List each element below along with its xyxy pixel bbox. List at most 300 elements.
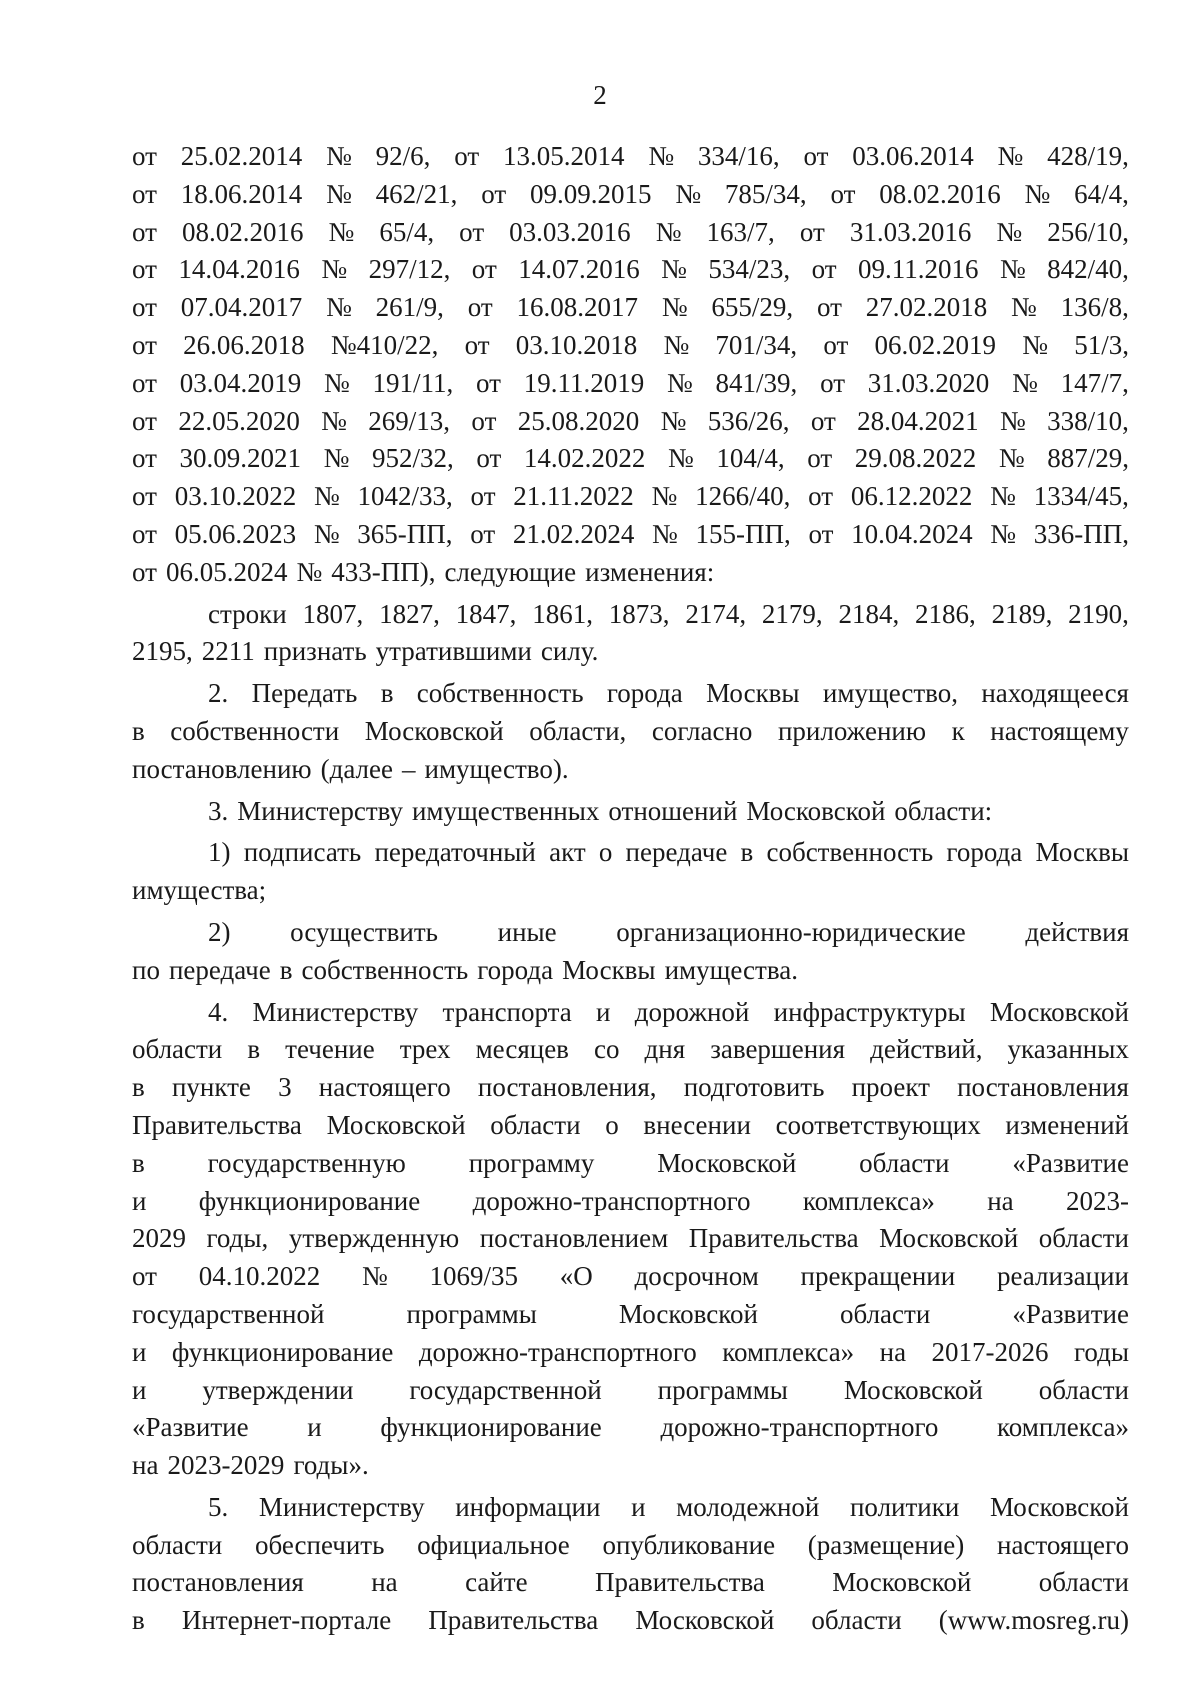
word: постановления, xyxy=(477,1072,657,1103)
word: имущества. xyxy=(664,954,798,985)
word: 2189, xyxy=(991,598,1053,629)
word: № xyxy=(651,481,678,512)
word: программы xyxy=(657,1374,788,1405)
word: от xyxy=(467,292,493,323)
word: 2) xyxy=(208,916,231,947)
text-line xyxy=(132,1447,1129,1485)
word: функционирование xyxy=(171,1336,394,1367)
word: о xyxy=(605,1109,619,1140)
word: на xyxy=(371,1567,398,1598)
word: Московской xyxy=(989,996,1129,1027)
word: реализации xyxy=(996,1261,1129,1292)
word: собственность xyxy=(301,954,469,985)
word: № xyxy=(663,329,690,360)
word: годы, xyxy=(206,1223,269,1254)
word: 1266/40, xyxy=(695,481,791,512)
word: Московской xyxy=(657,1147,797,1178)
word: политики xyxy=(849,1491,960,1522)
word: государственной xyxy=(409,1374,602,1405)
word: настоящего xyxy=(997,1529,1129,1560)
word: 14.04.2016 xyxy=(178,254,300,285)
word: 21.11.2022 xyxy=(513,481,634,512)
word: 65/4, xyxy=(379,216,435,247)
word: от xyxy=(132,329,157,360)
word: осуществить xyxy=(290,916,438,947)
word: утратившими xyxy=(375,636,532,667)
word: 655/29, xyxy=(711,292,794,323)
word: от xyxy=(803,141,829,171)
word: 2. xyxy=(208,678,229,709)
word: 04.10.2022 xyxy=(198,1261,321,1292)
word: области: xyxy=(894,795,993,826)
word: «Развитие xyxy=(1012,1147,1129,1178)
word: № xyxy=(328,216,355,247)
word: 25.02.2014 xyxy=(180,141,303,171)
word: комплекса» xyxy=(997,1412,1129,1443)
text-line xyxy=(132,1489,1129,1527)
word: строки xyxy=(208,598,287,629)
word: от xyxy=(811,254,837,285)
word: Правительства xyxy=(594,1567,765,1598)
word: города xyxy=(477,954,554,985)
word: комплекса» xyxy=(802,1185,935,1216)
word: 365-ПП, xyxy=(357,518,453,549)
word: 2023- xyxy=(1065,1185,1129,1216)
word: постановлению xyxy=(132,753,312,784)
word: находящееся xyxy=(981,678,1129,709)
word: от xyxy=(132,556,157,587)
word: 03.06.2014 xyxy=(852,141,974,171)
word: в xyxy=(279,954,293,985)
word: передаточный xyxy=(374,837,536,868)
word: №410/22, xyxy=(330,329,439,360)
text-line xyxy=(132,251,1129,289)
word: Московской xyxy=(879,1223,1019,1254)
word: 22.05.2020 xyxy=(178,405,300,436)
word: Московской xyxy=(746,795,886,826)
word: области xyxy=(840,1298,931,1329)
word: «Развитие xyxy=(1012,1298,1129,1329)
word: № xyxy=(313,518,340,549)
word: 03.10.2018 xyxy=(515,329,638,360)
word: пункте xyxy=(171,1072,251,1103)
word: 261/9, xyxy=(375,292,444,323)
word: от xyxy=(820,367,846,398)
word: от xyxy=(807,443,833,474)
word: приложению xyxy=(777,715,927,746)
word: 16.08.2017 xyxy=(516,292,638,323)
word: постановления xyxy=(132,1567,304,1598)
word: 03.03.2016 xyxy=(509,216,631,247)
word: дорожно-транспортного xyxy=(418,1336,697,1367)
text-line xyxy=(132,516,1129,554)
word: 26.06.2018 xyxy=(183,329,305,360)
word: дорожно-транспортного xyxy=(660,1412,939,1443)
word: передаче xyxy=(168,954,271,985)
word: от xyxy=(454,141,480,171)
word: программу xyxy=(468,1147,595,1178)
word: 21.02.2024 xyxy=(512,518,635,549)
word: от xyxy=(481,178,507,209)
word: Москвы xyxy=(562,954,656,985)
page-number: 2 xyxy=(593,80,607,110)
word: 4. xyxy=(208,996,229,1027)
word: № xyxy=(667,367,693,398)
word: годы xyxy=(1073,1336,1129,1367)
word: области xyxy=(811,1605,902,1636)
word: – xyxy=(402,753,416,784)
word: соответствующих xyxy=(775,1109,981,1140)
word: собственность xyxy=(766,837,934,868)
word: от xyxy=(810,405,836,436)
text-line xyxy=(132,1031,1129,1069)
word: 1827, xyxy=(379,598,440,629)
word: Правительства xyxy=(688,1223,859,1254)
word: дня xyxy=(644,1034,686,1065)
word: 1069/35 xyxy=(429,1261,518,1292)
word: от xyxy=(799,216,825,247)
word: № xyxy=(321,405,347,436)
word: от xyxy=(132,141,157,171)
word: 1807, xyxy=(302,598,364,629)
word: имущественных xyxy=(411,795,600,826)
word: 3 xyxy=(278,1072,292,1103)
word: от xyxy=(808,518,834,549)
word: обеспечить xyxy=(254,1529,385,1560)
word: в xyxy=(132,1147,145,1178)
word: 336-ПП, xyxy=(1033,518,1129,549)
word: Московской xyxy=(843,1374,983,1405)
word: в xyxy=(132,715,145,746)
word: от xyxy=(471,405,497,436)
word: 3. xyxy=(208,795,229,826)
word: № xyxy=(1012,367,1038,398)
word: транспорта xyxy=(442,996,572,1027)
word: проект xyxy=(851,1072,930,1103)
word: 269/13, xyxy=(368,405,451,436)
word: № xyxy=(1022,329,1048,360)
text-line xyxy=(132,554,1129,592)
word: акт xyxy=(549,837,586,868)
word: 27.02.2018 xyxy=(865,292,988,323)
text-line xyxy=(132,1602,1129,1640)
word: государственную xyxy=(207,1147,406,1178)
word: дорожной xyxy=(634,996,750,1027)
word: от xyxy=(132,481,157,512)
word: на xyxy=(879,1336,907,1367)
word: «Развитие xyxy=(132,1412,249,1443)
word: 887/29, xyxy=(1047,443,1129,474)
text-line xyxy=(132,1334,1129,1372)
word: функционирование xyxy=(380,1412,602,1443)
word: № xyxy=(321,254,348,285)
word: (www.mosreg.ru) xyxy=(938,1605,1129,1636)
word: области xyxy=(1038,1567,1129,1598)
word: № xyxy=(990,518,1017,549)
word: «О xyxy=(559,1261,593,1292)
word: города xyxy=(606,678,683,709)
word: месяцев xyxy=(475,1034,569,1065)
word: досрочном xyxy=(634,1261,759,1292)
word: государственной xyxy=(132,1298,325,1329)
word: подписать xyxy=(243,837,362,868)
word: силу. xyxy=(540,636,599,667)
text-line xyxy=(132,365,1129,403)
word: № xyxy=(323,443,350,474)
word: 14.02.2022 xyxy=(523,443,646,474)
word: от xyxy=(808,481,834,512)
word: 2029 xyxy=(132,1223,186,1254)
word: Москвы xyxy=(706,678,800,709)
word: (размещение) xyxy=(807,1529,965,1560)
word: комплекса» xyxy=(722,1336,855,1367)
word: 03.10.2022 xyxy=(174,481,297,512)
text-line xyxy=(132,914,1129,952)
word: Москвы xyxy=(1035,837,1129,868)
text-line xyxy=(132,1107,1129,1145)
word: города xyxy=(946,837,1023,868)
word: 1847, xyxy=(455,598,517,629)
word: 1873, xyxy=(608,598,670,629)
word: иные xyxy=(497,916,557,947)
word: 18.06.2014 xyxy=(180,178,303,209)
word: 334/16, xyxy=(697,141,780,171)
word: 785/34, xyxy=(724,178,807,209)
word: № xyxy=(296,556,323,587)
word: № xyxy=(999,254,1026,285)
word: внесении xyxy=(643,1109,751,1140)
word: Московской xyxy=(364,715,504,746)
word: завершения xyxy=(710,1034,846,1065)
word: № xyxy=(323,367,350,398)
word: 06.02.2019 xyxy=(874,329,997,360)
word: № xyxy=(661,292,688,323)
word: 701/34, xyxy=(715,329,798,360)
word: 09.11.2016 xyxy=(858,254,979,285)
text-line xyxy=(132,633,1129,671)
word: подготовить xyxy=(683,1072,825,1103)
text-line xyxy=(132,751,1129,789)
word: 31.03.2016 xyxy=(849,216,972,247)
text-line xyxy=(132,403,1129,441)
word: от xyxy=(132,405,157,436)
word: 09.09.2015 xyxy=(530,178,652,209)
text-line xyxy=(132,1220,1129,1258)
word: от xyxy=(470,518,496,549)
word: 2186, xyxy=(915,598,976,629)
word: Министерству xyxy=(258,1491,425,1522)
word: 14.07.2016 xyxy=(518,254,640,285)
word: Московской xyxy=(989,1491,1129,1522)
word: по xyxy=(132,954,160,985)
text-line xyxy=(132,138,1129,176)
word: 08.02.2016 xyxy=(879,178,1001,209)
word: 06.12.2022 xyxy=(850,481,973,512)
word: 952/32, xyxy=(372,443,454,474)
word: № xyxy=(997,141,1024,171)
word: 297/12, xyxy=(368,254,451,285)
word: № xyxy=(996,216,1023,247)
word: № xyxy=(648,141,675,171)
word: 51/3, xyxy=(1074,329,1129,360)
text-line xyxy=(132,675,1129,713)
word: согласно xyxy=(651,715,753,746)
word: настоящему xyxy=(990,715,1129,746)
word: 147/7, xyxy=(1060,367,1129,398)
text-line xyxy=(132,834,1129,872)
word: на xyxy=(987,1185,1014,1216)
word: 2174, xyxy=(685,598,747,629)
word: Московской xyxy=(618,1298,758,1329)
word: области xyxy=(1038,1374,1129,1405)
word: № xyxy=(313,481,340,512)
word: прекращении xyxy=(800,1261,956,1292)
word: Министерству xyxy=(252,996,419,1027)
word: изменения: xyxy=(585,556,715,587)
word: в xyxy=(132,1072,145,1103)
word: постановлением xyxy=(479,1223,669,1254)
word: передаче xyxy=(625,837,728,868)
word: постановления xyxy=(957,1072,1129,1103)
text-line xyxy=(132,478,1129,516)
word: 842/40, xyxy=(1047,254,1129,285)
word: № xyxy=(660,405,687,436)
word: области, xyxy=(529,715,627,746)
word: № xyxy=(652,518,678,549)
word: 155-ПП, xyxy=(695,518,791,549)
word: 28.04.2021 xyxy=(857,405,979,436)
word: о xyxy=(598,837,613,868)
word: 31.03.2020 xyxy=(867,367,990,398)
word: и xyxy=(132,1374,147,1405)
word: 2211 xyxy=(201,636,255,667)
word: 2190, xyxy=(1068,598,1129,629)
word: и xyxy=(596,996,611,1027)
word: 06.05.2024 xyxy=(165,556,288,587)
word: имущество). xyxy=(424,753,569,784)
word: действия xyxy=(1025,916,1129,947)
text-line xyxy=(132,1258,1129,1296)
word: дорожно-транспортного xyxy=(472,1185,751,1216)
word: программы xyxy=(406,1298,537,1329)
word: 256/10, xyxy=(1047,216,1129,247)
word: от xyxy=(132,292,157,323)
text-line xyxy=(132,1372,1129,1410)
word: действий, xyxy=(870,1034,983,1065)
word: № xyxy=(661,254,687,285)
word: 13.05.2014 xyxy=(503,141,625,171)
word: № xyxy=(668,443,694,474)
word: от xyxy=(476,367,501,398)
word: от xyxy=(459,216,485,247)
word: 433-ПП), xyxy=(331,556,436,587)
text-line xyxy=(132,1183,1129,1221)
word: молодежной xyxy=(676,1491,820,1522)
text-line xyxy=(132,176,1129,214)
word: от xyxy=(470,481,496,512)
word: 2184, xyxy=(838,598,900,629)
word: 338/10, xyxy=(1047,405,1129,436)
word: инфраструктуры xyxy=(773,996,966,1027)
word: (далее xyxy=(320,753,393,784)
word: и xyxy=(307,1412,322,1443)
text-line xyxy=(132,1145,1129,1183)
word: № xyxy=(655,216,682,247)
text-line xyxy=(132,952,1129,990)
word: в xyxy=(740,837,754,868)
word: Передать xyxy=(251,678,358,709)
word: от xyxy=(132,367,157,398)
word: собственность xyxy=(416,678,584,709)
text-line xyxy=(132,994,1129,1032)
word: № xyxy=(361,1261,388,1292)
word: 104/4, xyxy=(716,443,785,474)
word: указанных xyxy=(1007,1034,1129,1065)
word: признать xyxy=(263,636,367,667)
word: № xyxy=(326,141,352,171)
word: трех xyxy=(399,1034,451,1065)
word: опубликование xyxy=(602,1529,776,1560)
word: № xyxy=(1024,178,1051,209)
word: 25.08.2020 xyxy=(517,405,640,436)
word: изменений xyxy=(1005,1109,1129,1140)
word: на xyxy=(132,1450,159,1481)
word: от xyxy=(830,178,856,209)
word: области xyxy=(132,1529,223,1560)
word: 163/7, xyxy=(706,216,775,247)
word: 536/26, xyxy=(707,405,790,436)
word: Интернет-портале xyxy=(181,1605,392,1636)
word: 05.06.2023 xyxy=(174,518,297,549)
word: 29.08.2022 xyxy=(854,443,977,474)
word: области xyxy=(132,1034,223,1065)
word: Московской xyxy=(635,1605,775,1636)
word: к xyxy=(951,715,965,746)
word: Правительства xyxy=(132,1109,302,1140)
word: 2017-2026 xyxy=(931,1336,1049,1367)
word: области xyxy=(1038,1223,1129,1254)
word: 1042/33, xyxy=(357,481,453,512)
word: утверждении xyxy=(202,1374,354,1405)
word: со xyxy=(593,1034,620,1065)
word: 534/23, xyxy=(708,254,791,285)
text-line xyxy=(132,596,1129,634)
word: 19.11.2019 xyxy=(523,367,645,398)
word: № xyxy=(1011,292,1037,323)
word: № xyxy=(998,443,1025,474)
word: от xyxy=(471,254,497,285)
word: 08.02.2016 xyxy=(182,216,304,247)
word: от xyxy=(816,292,842,323)
word: от xyxy=(464,329,490,360)
text-line xyxy=(132,327,1129,365)
word: 92/6, xyxy=(375,141,431,171)
document-body xyxy=(132,138,1129,1640)
text-line xyxy=(132,793,1129,831)
word: № xyxy=(990,481,1016,512)
word: имущество, xyxy=(822,678,959,709)
word: области xyxy=(490,1109,581,1140)
word: Правительства xyxy=(428,1605,599,1636)
word: 136/8, xyxy=(1060,292,1129,323)
word: течение xyxy=(285,1034,375,1065)
word: от xyxy=(823,329,849,360)
word: 1861, xyxy=(532,598,593,629)
word: и xyxy=(631,1491,646,1522)
word: № xyxy=(1000,405,1026,436)
text-line xyxy=(132,289,1129,327)
word: и xyxy=(132,1185,147,1216)
